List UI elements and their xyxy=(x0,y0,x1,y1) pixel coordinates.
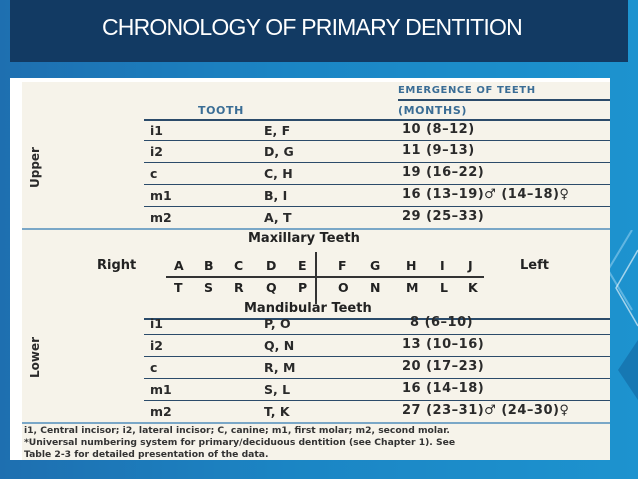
table-row-months: 16 (14–18) xyxy=(402,381,485,396)
table-row-months: 11 (9–13) xyxy=(402,143,475,158)
upper-label: Upper xyxy=(28,147,42,188)
tooth-letter: S xyxy=(204,280,214,295)
table-row-tooth: i1 xyxy=(150,316,163,331)
row-divider xyxy=(144,206,610,207)
dentition-table-image xyxy=(10,78,610,460)
tooth-letter: B xyxy=(204,258,214,273)
table-row-months: 19 (16–22) xyxy=(402,165,485,180)
header-rule xyxy=(144,119,610,121)
maxillary-label: Maxillary Teeth xyxy=(248,231,360,246)
table-row-months: 29 (25–33) xyxy=(402,209,485,224)
section-divider xyxy=(22,228,610,230)
tooth-letter: E xyxy=(298,258,307,273)
row-divider xyxy=(144,400,610,401)
tooth-letter: T xyxy=(174,280,183,295)
table-row-letters: P, O xyxy=(264,316,291,331)
left-label: Left xyxy=(520,258,549,273)
tooth-header: TOOTH xyxy=(198,104,244,117)
chart-midline xyxy=(166,276,484,278)
tooth-letter: A xyxy=(174,258,184,273)
slide-title: CHRONOLOGY OF PRIMARY DENTITION xyxy=(102,14,522,40)
table-row-letters: S, L xyxy=(264,382,291,397)
tooth-letter: R xyxy=(234,280,244,295)
footnote-divider xyxy=(22,422,610,424)
title-bar xyxy=(10,0,628,62)
header-rule-top xyxy=(398,99,610,101)
row-divider xyxy=(144,184,610,185)
table-row-tooth: c xyxy=(150,166,158,181)
table-row-months: 20 (17–23) xyxy=(402,359,485,374)
tooth-letter: M xyxy=(406,280,419,295)
footnote-line-2: *Universal numbering system for primary/deciduous dentition (see Chapter 1). See xyxy=(24,437,456,448)
tooth-letter: F xyxy=(338,258,347,273)
row-divider xyxy=(144,378,610,379)
table-row-tooth: m1 xyxy=(150,382,172,397)
table-row-months: 16 (13–19)♂ (14–18)♀ xyxy=(402,187,570,202)
table-row-letters: E, F xyxy=(264,123,291,138)
row-divider xyxy=(144,334,610,335)
tooth-letter: N xyxy=(370,280,381,295)
right-label: Right xyxy=(97,258,137,273)
tooth-letter: C xyxy=(234,258,244,273)
tooth-letter: P xyxy=(298,280,308,295)
emergence-header-line1: EMERGENCE OF TEETH xyxy=(398,85,536,96)
table-row-letters: Q, N xyxy=(264,338,295,353)
chart-centerline xyxy=(315,252,317,304)
tooth-letter: L xyxy=(440,280,448,295)
table-row-months: 27 (23–31)♂ (24–30)♀ xyxy=(402,403,570,418)
table-row-letters: R, M xyxy=(264,360,296,375)
tooth-letter: O xyxy=(338,280,349,295)
table-row-tooth: i1 xyxy=(150,123,163,138)
table-row-letters: B, I xyxy=(264,188,288,203)
table-row-tooth: m2 xyxy=(150,404,172,419)
tooth-letter: I xyxy=(440,258,445,273)
table-row-letters: T, K xyxy=(264,404,290,419)
row-divider xyxy=(144,356,610,357)
table-row-letters: C, H xyxy=(264,166,293,181)
row-divider xyxy=(144,140,610,141)
row-divider xyxy=(144,162,610,163)
table-row-months: 13 (10–16) xyxy=(402,337,485,352)
tooth-letter: D xyxy=(266,258,277,273)
table-panel xyxy=(22,82,610,460)
lower-label: Lower xyxy=(28,336,42,378)
lower-top-rule xyxy=(144,318,610,320)
table-row-tooth: m2 xyxy=(150,210,172,225)
table-row-tooth: m1 xyxy=(150,188,172,203)
tooth-letter: H xyxy=(406,258,417,273)
table-row-tooth: i2 xyxy=(150,144,163,159)
table-row-tooth: c xyxy=(150,360,158,375)
table-row-months: 8 (6–10) xyxy=(410,315,474,330)
mandibular-label: Mandibular Teeth xyxy=(244,301,372,316)
footnote-line-3: Table 2-3 for detailed presentation of the data. xyxy=(24,449,269,460)
tooth-letter: G xyxy=(370,258,381,273)
tooth-letter: Q xyxy=(266,280,277,295)
table-row-months: 10 (8–12) xyxy=(402,122,475,137)
tooth-letter: J xyxy=(468,258,473,273)
emergence-header-line2: (MONTHS) xyxy=(398,104,467,117)
tooth-letter: K xyxy=(468,280,478,295)
table-row-letters: A, T xyxy=(264,210,292,225)
table-row-tooth: i2 xyxy=(150,338,163,353)
footnote-line-1: i1, Central incisor; i2, lateral incisor; C, canine; m1, first molar; m2, second molar. xyxy=(24,425,450,436)
table-row-letters: D, G xyxy=(264,144,294,159)
